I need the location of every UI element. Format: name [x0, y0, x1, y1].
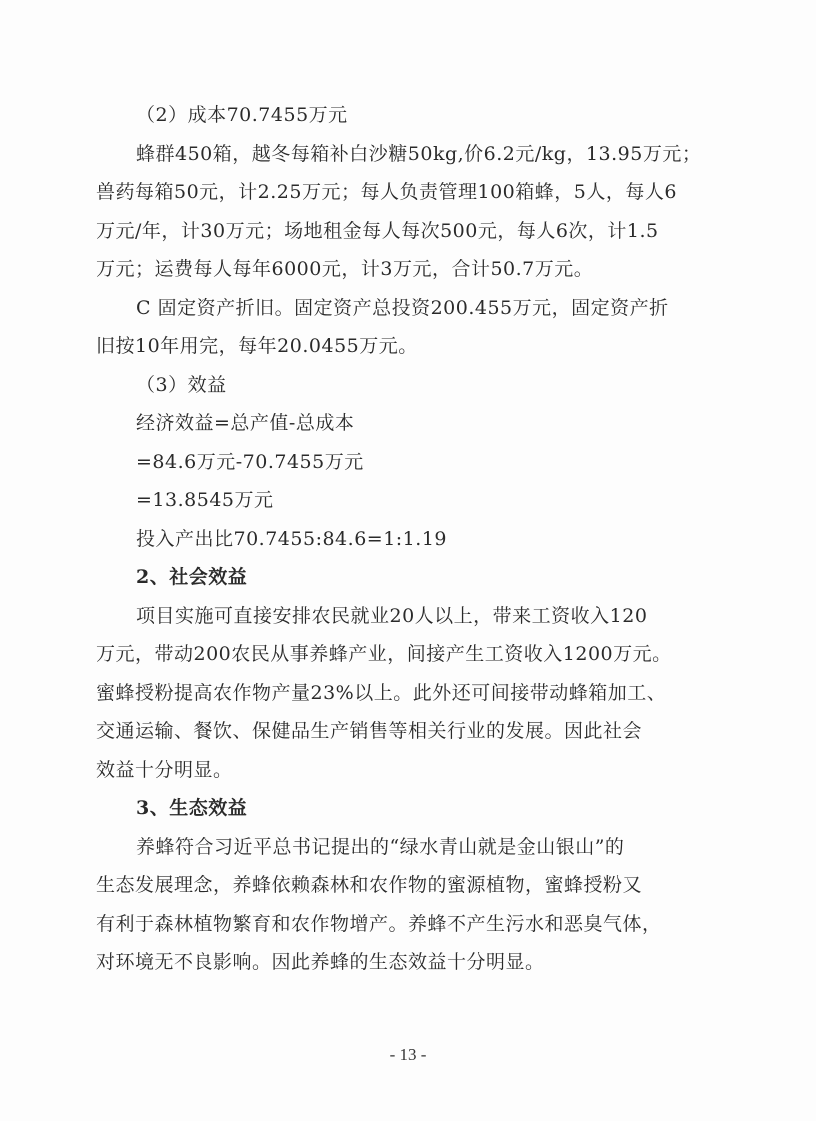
- benefit-heading: （3）效益: [136, 373, 227, 396]
- social-paragraph-line-1: 项目实施可直接安排农民就业20人以上，带来工资收入120: [136, 604, 648, 627]
- formula-line-2: =84.6万元-70.7455万元: [136, 450, 364, 473]
- ecological-benefit-heading: 3、生态效益: [136, 797, 248, 819]
- formula-line-1: 经济效益=总产值-总成本: [136, 412, 355, 434]
- social-paragraph-line-5: 效益十分明显。: [96, 758, 233, 781]
- depreciation-line-1: C 固定资产折旧。固定资产总投资200.455万元，固定资产折: [136, 296, 669, 319]
- cost-paragraph-line-3: 万元/年，计30万元；场地租金每人每次500元，每人6次，计1.5: [96, 219, 659, 242]
- eco-paragraph-line-4: 对环境无不良影响。因此养蜂的生态效益十分明显。: [96, 951, 545, 973]
- cost-heading: （2）成本70.7455万元: [136, 104, 348, 126]
- input-output-ratio: 投入产出比70.7455:84.6=1:1.19: [136, 527, 447, 550]
- page-number: - 13 -: [389, 1045, 427, 1064]
- eco-paragraph-line-2: 生态发展理念，养蜂依赖森林和农作物的蜜源植物，蜜蜂授粉又: [96, 874, 643, 896]
- depreciation-line-2: 旧按10年用完，每年20.0455万元。: [96, 335, 418, 357]
- social-paragraph-line-3: 蜜蜂授粉提高农作物产量23%以上。此外还可间接带动蜂箱加工、: [96, 681, 667, 704]
- social-paragraph-line-4: 交通运输、餐饮、保健品生产销售等相关行业的发展。因此社会: [96, 720, 643, 742]
- cost-paragraph-line-4: 万元；运费每人每年6000元，计3万元，合计50.7万元。: [96, 258, 594, 280]
- cost-paragraph-line-2: 兽药每箱50元，计2.25万元；每人负责管理100箱蜂，5人，每人6: [96, 181, 677, 203]
- formula-line-3: =13.8545万元: [136, 489, 274, 511]
- eco-paragraph-line-1: 养蜂符合习近平总书记提出的“绿水青山就是金山银山”的: [136, 835, 625, 858]
- social-benefit-heading: 2、社会效益: [136, 566, 248, 588]
- social-paragraph-line-2: 万元，带动200农民从事养蜂产业，间接产生工资收入1200万元。: [96, 643, 672, 665]
- eco-paragraph-line-3: 有利于森林植物繁育和农作物增产。养蜂不产生污水和恶臭气体，: [96, 912, 662, 935]
- document-body: [96, 96, 706, 982]
- cost-paragraph-line-1: 蜂群450箱，越冬每箱补白沙糖50kg,价6.2元/kg，13.95万元；: [136, 142, 702, 165]
